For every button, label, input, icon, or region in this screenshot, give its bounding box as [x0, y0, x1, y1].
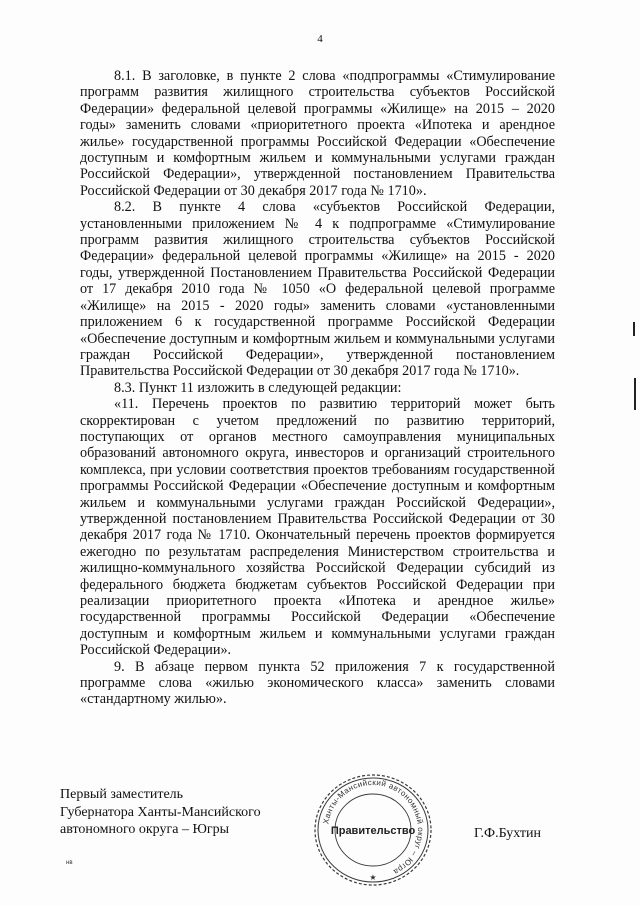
signer-name: Г.Ф.Бухтин: [474, 826, 542, 841]
government-seal-stamp: [298, 768, 448, 892]
paragraph-8-1: 8.1. В заголовке, в пункте 2 слова «подпрограммы «Стимулирование программ развития жилищного строительства субъектов Российской Федерации» федеральной целевой программы «Жилище» на 2015 – 2020 годы» заменить словами «приоритетного проекта «Ипотека и арендное жилье» государственной программы Российской Федерации «Обеспечение доступным и комфортным жильем и коммунальными услугами граждан Российской Федерации», утвержденной постановлением Правительства Российской Федерации от 30 декабря 2017 года № 1710».: [80, 68, 555, 199]
footer-initials: нв: [66, 860, 73, 866]
scan-edge-mark-top: [633, 322, 635, 336]
document-body: [80, 68, 555, 708]
paragraph-item-11: «11. Перечень проектов по развитию территорий может быть скорректирован с учетом предложений по развитию территорий, поступающих от органов местного самоуправления муниципальных образований автономного округа, инвесторов и организаций строительного комплекса, при условии соответствия проектов требованиям государственной программы Российской Федерации «Обеспечение доступным и комфортным жильем и коммунальными услугами граждан Российской Федерации», утвержденной постановлением Правительства Российской Федерации от 30 декабря 2017 года № 1710. Окончательный перечень проектов формируется ежегодно по результатам распределения Министерством строительства и жилищно-коммунального хозяйства Российской Федерации субсидий из федерального бюджета бюджетам субъектов Российской Федерации при реализации приоритетного проекта «Ипотека и арендное жилье» государственной программы Российской Федерации «Обеспечение доступным и комфортным жильем и коммунальными услугами граждан Российской Федерации».: [80, 396, 555, 659]
signer-title-line-2: Губернатора Ханты-Мансийского: [60, 804, 261, 820]
seal-ring-text: Ханты-Мансийский автономный округ – Югра: [321, 777, 426, 877]
page-number: 4: [317, 33, 323, 45]
signer-title-line-1: Первый заместитель: [60, 787, 184, 802]
paragraph-9: 9. В абзаце первом пункта 52 приложения 7 к государственной программе слова «жилью экономического класса» заменить словами «стандартному жилью».: [80, 658, 555, 708]
seal-graphic: [298, 768, 448, 892]
signer-title-line-3: автономного округа – Югры: [60, 822, 229, 837]
paragraph-8-3: 8.3. Пункт 11 изложить в следующей редакции:: [114, 379, 402, 396]
paragraph-8-2: 8.2. В пункте 4 слова «субъектов Российской Федерации, установленными приложением № 4 к подпрограмме «Стимулирование программ развития жилищного строительства субъектов Российской Федерации» федеральной целевой программы «Жилище» на 2015 - 2020 годы, утвержденной Постановлением Правительства Российской Федерации от 17 декабря 2010 года № 1050 «О федеральной целевой программе «Жилище» на 2015 - 2020 годы» заменить словами «установленными приложением 6 к государственной программе Российской Федерации «Обеспечение доступным и комфортным жильем и коммунальными услугами граждан Российской Федерации», утвержденной постановлением Правительства Российской Федерации от 30 декабря 2017 года № 1710».: [80, 199, 555, 380]
seal-star-icon: ★: [369, 873, 377, 882]
signature-block: [60, 786, 261, 839]
scan-edge-mark-bottom: [634, 378, 636, 410]
seal-center-text: Правительство: [330, 825, 416, 837]
